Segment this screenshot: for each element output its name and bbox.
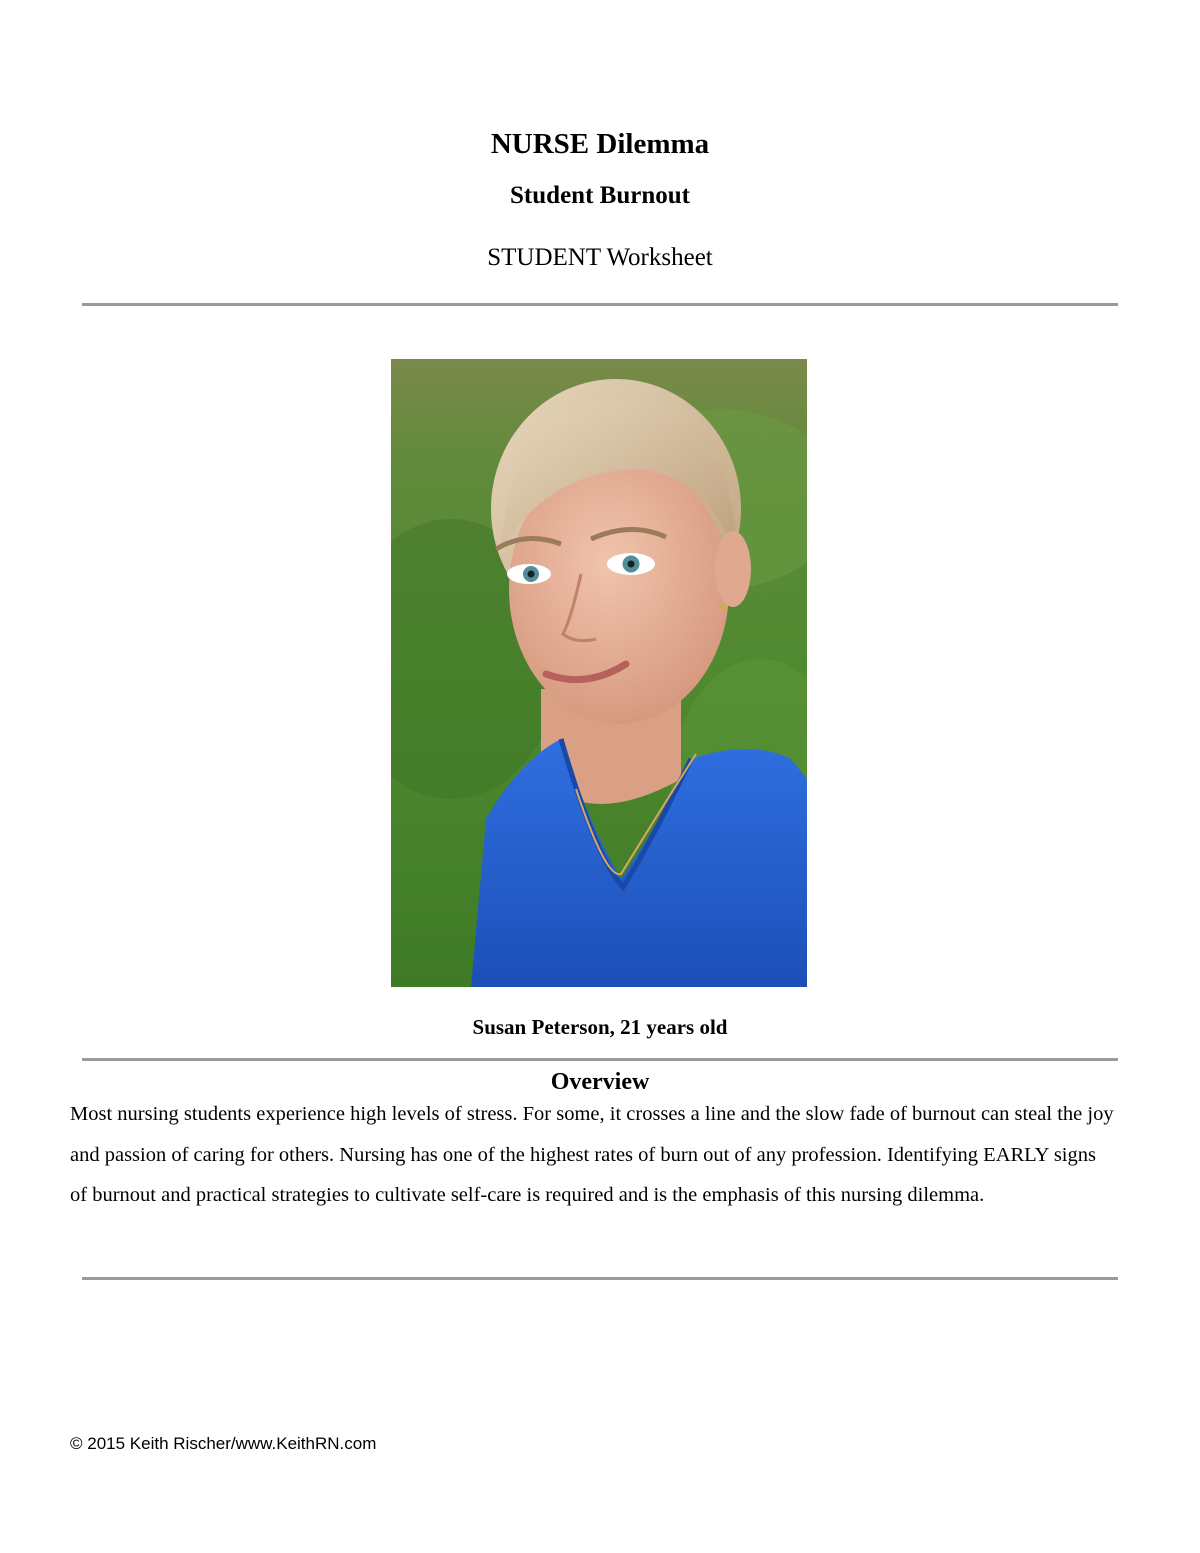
overview-body: Most nursing students experience high levels of stress. For some, it crosses a line and the slow fade of burnout can steal the joy and passion of caring for others. Nursing has one of the highest rates of burn out of any profession. Identifying EARLY signs of burnout and practical strategies to cultivate self-care is required and is the emphasis of this nursing dilemma. bbox=[70, 1103, 1114, 1206]
bottom-divider bbox=[82, 1277, 1118, 1280]
middle-divider bbox=[82, 1058, 1118, 1061]
page-title: NURSE Dilemma bbox=[490, 128, 710, 160]
page-subtitle: Student Burnout bbox=[510, 182, 690, 209]
patient-photo bbox=[391, 359, 807, 987]
copyright-footer: © 2015 Keith Rischer/www.KeithRN.com bbox=[70, 1434, 377, 1453]
worksheet-label: STUDENT Worksheet bbox=[487, 244, 713, 271]
patient-caption: Susan Peterson, 21 years old bbox=[472, 1015, 728, 1039]
overview-heading: Overview bbox=[550, 1069, 650, 1095]
top-divider bbox=[82, 303, 1118, 306]
